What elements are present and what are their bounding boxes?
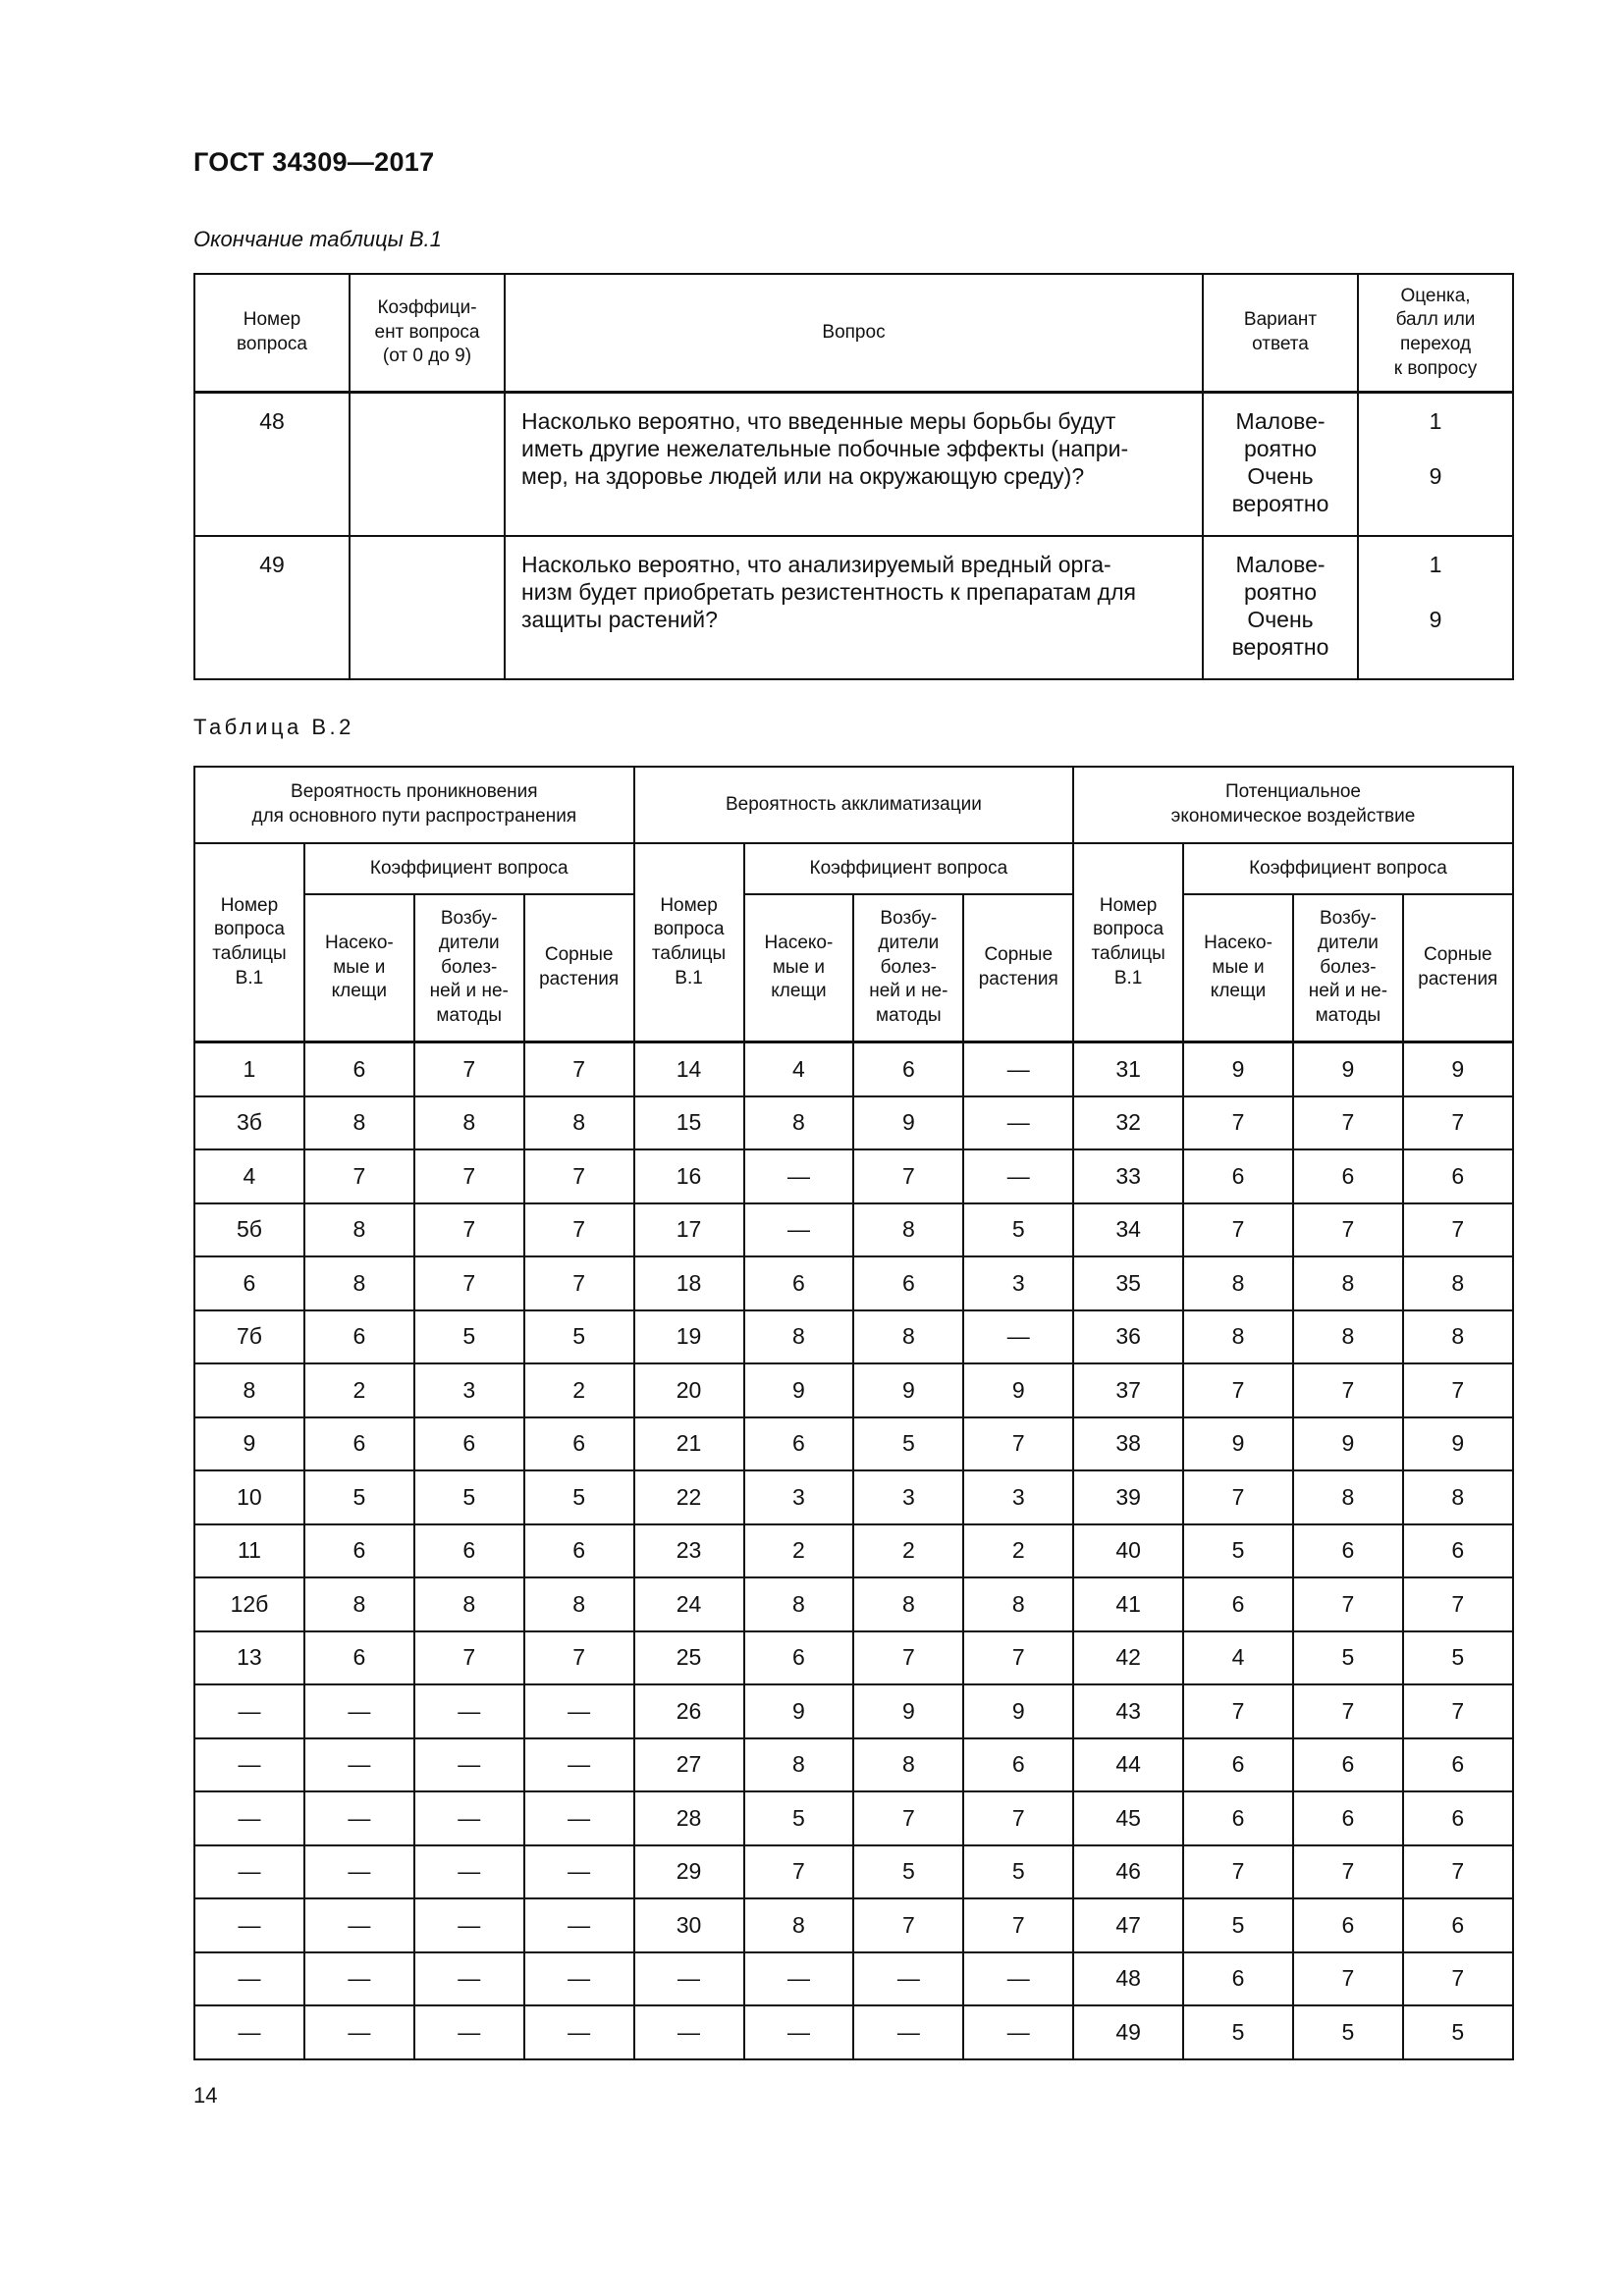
table-cell: 2 [963,1524,1073,1578]
question-line: Насколько вероятно, что введенные меры борьбы будут [521,408,1116,434]
table-cell: 7 [963,1631,1073,1685]
table-cell: 3 [963,1470,1073,1524]
table-row [194,1363,1513,1417]
table-cell: 30 [634,1898,744,1952]
table-cell: 7 [414,1203,524,1257]
table-cell: 5 [414,1310,524,1364]
b1-cell-num: 49 [194,536,350,679]
table-cell: 27 [634,1738,744,1792]
table-cell: — [853,1952,963,2006]
table-cell: 40 [1073,1524,1183,1578]
table-cell: 5 [1403,1631,1513,1685]
table-cell: 8 [1403,1310,1513,1364]
table-cell: 35 [1073,1256,1183,1310]
table-cell: 5 [963,1845,1073,1899]
table-b2-body [194,1042,1513,2059]
table-cell: 7 [304,1149,414,1203]
table-cell: 6 [1403,1524,1513,1578]
table-cell: 46 [1073,1845,1183,1899]
table-cell: 6 [853,1256,963,1310]
table-cell: — [194,1791,304,1845]
table-row [194,1256,1513,1310]
table-cell: 5 [1183,1524,1293,1578]
b1-header-num: Номер вопроса [194,274,350,393]
table-cell: 44 [1073,1738,1183,1792]
table-cell: — [414,1738,524,1792]
table-cell: 41 [1073,1577,1183,1631]
table-cell: 8 [414,1096,524,1150]
table-row [194,1738,1513,1792]
table-cell: 6 [1403,1791,1513,1845]
table-cell: 31 [1073,1042,1183,1096]
table-cell: 38 [1073,1417,1183,1471]
table-cell: 7 [853,1898,963,1952]
col-insects: Насеко- мые и клещи [304,894,414,1042]
table-row [194,1845,1513,1899]
table-cell: — [194,2005,304,2059]
table-b1-caption: Окончание таблицы В.1 [193,227,442,251]
table-cell: 43 [1073,1684,1183,1738]
table-row [194,1096,1513,1150]
question-line: низм будет приобретать резистентность к препаратам для [521,579,1136,605]
table-cell: — [194,1898,304,1952]
table-cell: 6 [304,1631,414,1685]
table-cell: 7 [853,1631,963,1685]
table-cell: — [524,2005,634,2059]
table-cell: 9 [1183,1042,1293,1096]
table-cell: 8 [853,1310,963,1364]
table-cell: 36 [1073,1310,1183,1364]
table-row [194,1631,1513,1685]
table-cell: 6 [1183,1149,1293,1203]
table-cell: 6 [744,1256,854,1310]
table-cell: 6 [524,1524,634,1578]
table-cell: — [634,2005,744,2059]
table-cell: 6 [1293,1738,1403,1792]
table-cell: 8 [304,1203,414,1257]
table-cell: 22 [634,1470,744,1524]
table-cell: 7 [744,1845,854,1899]
table-cell: 8 [853,1577,963,1631]
table-cell: — [963,1149,1073,1203]
table-cell: 9 [1293,1417,1403,1471]
b1-cell-score: 1 9 [1358,393,1513,537]
table-cell: 15 [634,1096,744,1150]
col-insects: Насеко- мые и клещи [744,894,854,1042]
table-cell: 8 [524,1577,634,1631]
table-cell: 8 [744,1096,854,1150]
table-cell: 10 [194,1470,304,1524]
table-b2-column-row [194,894,1513,1042]
table-cell: 7 [1183,1363,1293,1417]
table-cell: 19 [634,1310,744,1364]
group-header-economic-impact: Потенциальное экономическое воздействие [1073,767,1513,843]
table-cell: 47 [1073,1898,1183,1952]
table-cell: 3б [194,1096,304,1150]
table-cell: 7 [1183,1203,1293,1257]
table-cell: — [414,1898,524,1952]
table-cell: 6 [744,1631,854,1685]
table-cell: 24 [634,1577,744,1631]
table-cell: 8 [1293,1470,1403,1524]
table-cell: — [634,1952,744,2006]
table-cell: 7 [1293,1096,1403,1150]
table-cell: 5 [744,1791,854,1845]
table-row [194,1310,1513,1364]
table-cell: 32 [1073,1096,1183,1150]
table-cell: 7 [1403,1096,1513,1150]
table-cell: 6 [1183,1738,1293,1792]
table-cell: — [963,1096,1073,1150]
table-cell: 6 [1293,1898,1403,1952]
table-cell: 7 [414,1149,524,1203]
table-cell: — [304,1791,414,1845]
table-cell: 4 [744,1042,854,1096]
table-cell: 6 [304,1042,414,1096]
table-row [194,393,1513,537]
table-cell: 7 [524,1256,634,1310]
table-cell: 5 [963,1203,1073,1257]
table-cell: — [744,1149,854,1203]
table-cell: 5 [1403,2005,1513,2059]
table-row [194,1042,1513,1096]
table-cell: 5 [304,1470,414,1524]
table-cell: 7 [1183,1470,1293,1524]
num-col-header: Номер вопроса таблицы В.1 [194,843,304,1042]
table-cell: — [304,1684,414,1738]
table-cell: 39 [1073,1470,1183,1524]
table-cell: 9 [1403,1042,1513,1096]
table-cell: 8 [1403,1256,1513,1310]
col-weeds: Сорные растения [524,894,634,1042]
table-cell: 6 [194,1256,304,1310]
table-cell: 5 [414,1470,524,1524]
table-cell: — [304,1845,414,1899]
table-cell: 8 [1293,1310,1403,1364]
table-cell: 7 [524,1631,634,1685]
b1-cell-variant: Малове- роятно Очень вероятно [1203,393,1358,537]
table-cell: 8 [963,1577,1073,1631]
table-cell: — [963,2005,1073,2059]
table-cell: 7 [1403,1203,1513,1257]
b1-cell-score: 1 9 [1358,536,1513,679]
table-cell: 7 [1403,1845,1513,1899]
table-cell: 8 [414,1577,524,1631]
table-cell: 7 [963,1417,1073,1471]
table-cell: 9 [963,1684,1073,1738]
table-cell: 7 [963,1791,1073,1845]
table-b2-group-row [194,767,1513,843]
b1-cell-question [505,536,1203,679]
table-cell: 17 [634,1203,744,1257]
table-cell: 13 [194,1631,304,1685]
table-cell: 7 [1293,1363,1403,1417]
question-line: защиты растений? [521,607,718,632]
b1-header-score: Оценка, балл или переход к вопросу [1358,274,1513,393]
table-cell: 1 [194,1042,304,1096]
table-cell: — [744,1952,854,2006]
table-cell: 5 [853,1845,963,1899]
table-cell: 9 [1183,1417,1293,1471]
table-cell: 2 [744,1524,854,1578]
document-header: ГОСТ 34309—2017 [193,147,435,177]
table-cell: 18 [634,1256,744,1310]
table-cell: 7 [1293,1845,1403,1899]
table-cell: 6 [1183,1952,1293,2006]
table-cell: 6 [744,1417,854,1471]
table-cell: 8 [1183,1310,1293,1364]
table-b2 [193,766,1514,2060]
b1-cell-coef [350,536,505,679]
table-cell: 48 [1073,1952,1183,2006]
table-cell: — [524,1898,634,1952]
table-cell: — [304,2005,414,2059]
table-cell: — [414,2005,524,2059]
table-row [194,1791,1513,1845]
table-cell: — [414,1952,524,2006]
table-cell: 16 [634,1149,744,1203]
table-cell: 6 [963,1738,1073,1792]
table-cell: 9 [963,1363,1073,1417]
col-pathogens: Возбу- дители болез- ней и не- матоды [853,894,963,1042]
table-b2-caption: Таблица В.2 [193,715,354,739]
table-cell: — [744,1203,854,1257]
table-cell: — [194,1684,304,1738]
table-cell: 7 [1293,1952,1403,2006]
table-cell: 8 [304,1577,414,1631]
table-cell: 9 [744,1363,854,1417]
table-cell: 6 [1183,1577,1293,1631]
table-cell: — [414,1845,524,1899]
table-cell: 3 [853,1470,963,1524]
table-cell: — [963,1310,1073,1364]
b1-cell-num: 48 [194,393,350,537]
table-b1 [193,273,1514,680]
table-cell: 9 [1403,1417,1513,1471]
table-row [194,1149,1513,1203]
table-cell: 9 [1293,1042,1403,1096]
table-cell: 7 [524,1149,634,1203]
table-b2-subheader-row [194,843,1513,894]
table-cell: — [853,2005,963,2059]
table-cell: 7 [1403,1684,1513,1738]
table-cell: — [524,1791,634,1845]
table-cell: 3 [963,1256,1073,1310]
table-cell: 20 [634,1363,744,1417]
table-cell: 7 [1403,1952,1513,2006]
table-cell: 8 [524,1096,634,1150]
table-row [194,1684,1513,1738]
table-row [194,536,1513,679]
table-cell: 8 [194,1363,304,1417]
table-row [194,1417,1513,1471]
table-cell: 12б [194,1577,304,1631]
table-cell: 7 [414,1256,524,1310]
question-line: мер, на здоровье людей или на окружающую среду)? [521,463,1085,489]
col-weeds: Сорные растения [963,894,1073,1042]
table-cell: — [963,1042,1073,1096]
table-cell: — [414,1791,524,1845]
table-cell: 9 [853,1096,963,1150]
coef-header: Коэффициент вопроса [1183,843,1513,894]
table-cell: 8 [1403,1470,1513,1524]
table-cell: 37 [1073,1363,1183,1417]
table-cell: 7б [194,1310,304,1364]
coef-header: Коэффициент вопроса [304,843,634,894]
table-cell: — [744,2005,854,2059]
table-cell: 23 [634,1524,744,1578]
table-cell: — [304,1738,414,1792]
table-cell: 26 [634,1684,744,1738]
table-cell: 6 [1183,1791,1293,1845]
table-cell: 5 [1293,2005,1403,2059]
table-cell: — [524,1952,634,2006]
table-cell: 7 [1293,1684,1403,1738]
table-cell: 45 [1073,1791,1183,1845]
table-row [194,1898,1513,1952]
table-cell: 6 [1403,1149,1513,1203]
b1-header-coef: Коэффици- ент вопроса (от 0 до 9) [350,274,505,393]
table-cell: 7 [524,1203,634,1257]
table-row [194,1524,1513,1578]
table-cell: 4 [194,1149,304,1203]
table-cell: 7 [1403,1363,1513,1417]
table-cell: 8 [744,1310,854,1364]
table-cell: 5 [524,1310,634,1364]
table-cell: 8 [744,1577,854,1631]
table-cell: 7 [853,1149,963,1203]
table-cell: 8 [304,1096,414,1150]
table-cell: 6 [1293,1791,1403,1845]
table-row [194,2005,1513,2059]
table-cell: 6 [1403,1738,1513,1792]
group-header-acclimatization: Вероятность акклиматизации [634,767,1074,843]
table-cell: — [194,1738,304,1792]
num-col-header: Номер вопроса таблицы В.1 [1073,843,1183,1042]
coef-header: Коэффициент вопроса [744,843,1074,894]
b1-header-question: Вопрос [505,274,1203,393]
b1-header-variant: Вариант ответа [1203,274,1358,393]
table-cell: 7 [1183,1684,1293,1738]
b1-cell-coef [350,393,505,537]
table-cell: 6 [1293,1149,1403,1203]
table-cell: — [304,1952,414,2006]
table-cell: 49 [1073,2005,1183,2059]
table-cell: 2 [304,1363,414,1417]
table-cell: — [524,1845,634,1899]
table-cell: 6 [853,1042,963,1096]
table-cell: 6 [304,1310,414,1364]
table-cell: 7 [414,1042,524,1096]
table-row [194,1577,1513,1631]
num-col-header: Номер вопроса таблицы В.1 [634,843,744,1042]
col-pathogens: Возбу- дители болез- ней и не- матоды [414,894,524,1042]
table-cell: 5 [524,1470,634,1524]
table-cell: 9 [853,1684,963,1738]
table-cell: 7 [524,1042,634,1096]
table-cell: 6 [304,1524,414,1578]
col-insects: Насеко- мые и клещи [1183,894,1293,1042]
table-cell: 33 [1073,1149,1183,1203]
table-cell: 7 [1403,1577,1513,1631]
table-cell: 7 [414,1631,524,1685]
table-cell: 7 [1293,1203,1403,1257]
table-cell: — [194,1845,304,1899]
table-cell: 7 [1183,1845,1293,1899]
group-header-penetration: Вероятность проникновения для основного пути распространения [194,767,634,843]
table-cell: 6 [524,1417,634,1471]
table-cell: 9 [853,1363,963,1417]
table-cell: 6 [1293,1524,1403,1578]
table-cell: — [963,1952,1073,2006]
table-cell: 25 [634,1631,744,1685]
table-cell: 9 [194,1417,304,1471]
table-cell: 7 [1183,1096,1293,1150]
b1-cell-variant: Малове- роятно Очень вероятно [1203,536,1358,679]
table-cell: 5 [1183,1898,1293,1952]
table-cell: 8 [1293,1256,1403,1310]
table-cell: — [414,1684,524,1738]
table-cell: — [304,1898,414,1952]
table-cell: 34 [1073,1203,1183,1257]
table-cell: 21 [634,1417,744,1471]
table-cell: 6 [1403,1898,1513,1952]
table-cell: 8 [744,1738,854,1792]
table-cell: 14 [634,1042,744,1096]
table-cell: 5 [1293,1631,1403,1685]
table-cell: 7 [853,1791,963,1845]
table-cell: 8 [853,1203,963,1257]
col-weeds: Сорные растения [1403,894,1513,1042]
question-line: иметь другие нежелательные побочные эффекты (напри- [521,436,1129,461]
table-cell: 6 [304,1417,414,1471]
table-row [194,1470,1513,1524]
table-cell: 29 [634,1845,744,1899]
table-cell: — [524,1738,634,1792]
b1-cell-question [505,393,1203,537]
table-cell: — [194,1952,304,2006]
table-row [194,1203,1513,1257]
table-cell: 5 [1183,2005,1293,2059]
table-cell: 8 [304,1256,414,1310]
table-cell: 8 [744,1898,854,1952]
table-cell: 8 [1183,1256,1293,1310]
table-cell: 9 [744,1684,854,1738]
table-b1-header-row [194,274,1513,393]
table-cell: 4 [1183,1631,1293,1685]
table-cell: — [524,1684,634,1738]
table-cell: 6 [414,1524,524,1578]
col-pathogens: Возбу- дители болез- ней и не- матоды [1293,894,1403,1042]
table-cell: 6 [414,1417,524,1471]
table-cell: 3 [414,1363,524,1417]
table-cell: 7 [1293,1577,1403,1631]
table-cell: 5 [853,1417,963,1471]
table-cell: 42 [1073,1631,1183,1685]
question-line: Насколько вероятно, что анализируемый вредный орга- [521,552,1111,577]
table-cell: 7 [963,1898,1073,1952]
table-cell: 3 [744,1470,854,1524]
table-cell: 28 [634,1791,744,1845]
table-cell: 2 [524,1363,634,1417]
table-cell: 11 [194,1524,304,1578]
table-cell: 8 [853,1738,963,1792]
page-number: 14 [193,2083,218,2108]
table-cell: 2 [853,1524,963,1578]
table-cell: 5б [194,1203,304,1257]
table-row [194,1952,1513,2006]
